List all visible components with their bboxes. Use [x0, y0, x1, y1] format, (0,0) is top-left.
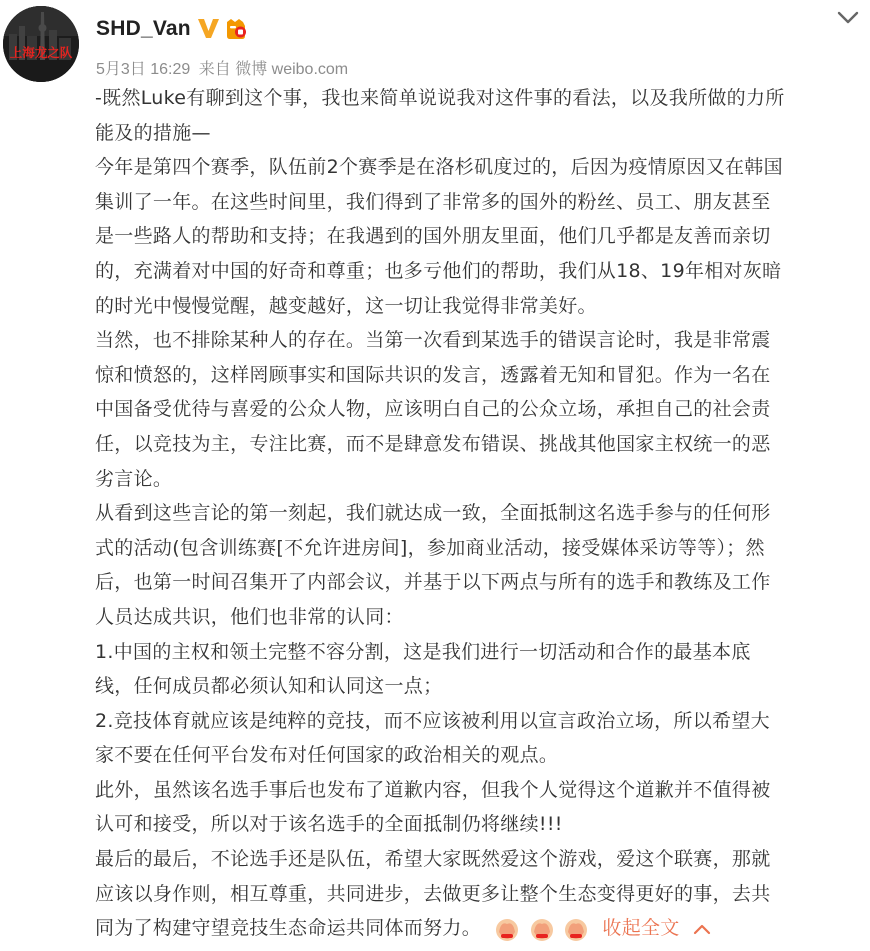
post-source: 来自 微博 weibo.com	[198, 61, 349, 78]
post-paragraph: 最后的最后，不论选手还是队伍，希望大家既然爱这个游戏，爱这个联赛，那就 应该以身作则，相互尊重，共同进步，去做更多让整个生态变得更好的事，去共	[95, 848, 771, 905]
post-paragraph: -既然Luke有聊到这个事，我也来简单说说我对这件事的看法，以及我所做的力所 能及的措施—	[95, 87, 785, 144]
post-paragraph: 此外，虽然该名选手事后也发布了道歉内容，但我个人觉得这个道歉并不值得被 认可和接受，所以对于该名选手的全面抵制仍将继续!!!	[95, 778, 771, 836]
post-meta	[96, 56, 352, 79]
clapping-icon	[562, 916, 590, 942]
verified-v-icon	[196, 16, 220, 40]
post-paragraph: 从看到这些言论的第一刻起，我们就达成一致，全面抵制这名选手参与的任何形 式的活动(包含训练赛[不允许进房间]，参加商业活动，接受媒体采访等等）；然 后，也第一时间召集开了内部会议，并基于以下两点与所有的选手和教练及工作 人员达成共识，他们也非常的认同：	[95, 502, 771, 628]
chevron-up-icon[interactable]	[692, 922, 712, 936]
post-paragraph: 2.竞技体育就应该是纯粹的竞技，而不应该被利用以宣言政治立场，所以希望大 家不要在任何平台发布对任何国家的政治相关的观点。	[95, 709, 770, 767]
avatar-logo-text: 上海龙之队	[9, 45, 73, 60]
emoji-group	[493, 911, 590, 946]
post-paragraph: 1.中国的主权和领土完整不容分割，这是我们进行一切活动和合作的最基本底 线，任何成员都必须认知和认同这一点；	[95, 640, 751, 698]
chevron-down-icon[interactable]	[835, 6, 861, 28]
post-paragraph: 今年是第四个赛季，队伍前2个赛季是在洛杉矶度过的，后因为疫情原因又在韩国 集训了一年。在这些时间里，我们得到了非常多的国外的粉丝、员工、朋友甚至 是一些路人的帮助和支持；在我遇到的国外朋友里面，他们几乎都是友善而亲切 的，充满着对中国的好奇和尊重；也多亏他们的帮助，我们从18、19年相对灰暗 的时光中慢慢觉醒，越变越好，这一切让我觉得非常美好。	[95, 156, 783, 317]
avatar-image	[3, 6, 79, 82]
post-content	[95, 81, 861, 946]
clapping-icon	[493, 916, 521, 942]
collapse-full-text-link[interactable]: 收起全文	[602, 917, 680, 940]
avatar[interactable]	[3, 6, 79, 82]
username[interactable]: SHD_Van	[96, 17, 191, 40]
post-last-line: 同为了构建守望竞技生态命运共同体而努力。	[95, 917, 482, 940]
clapping-icon	[528, 916, 556, 942]
post-last-line-row	[95, 911, 861, 946]
post-paragraph: 当然，也不排除某种人的存在。当第一次看到某选手的错误言论时，我是非常震 惊和愤怒的，这样罔顾事实和国际共识的发言，透露着无知和冒犯。作为一名在 中国备受优待与喜爱的公众人物，应该明白自己的公众立场，承担自己的社会责 任，以竞技为主，专注比赛，而不是肆意发布错误、挑战其他国家主权统一的恶 劣言论。	[95, 329, 771, 490]
post-date[interactable]: 5月3日 16:29	[96, 61, 191, 78]
vip-badge-icon[interactable]	[224, 18, 248, 40]
